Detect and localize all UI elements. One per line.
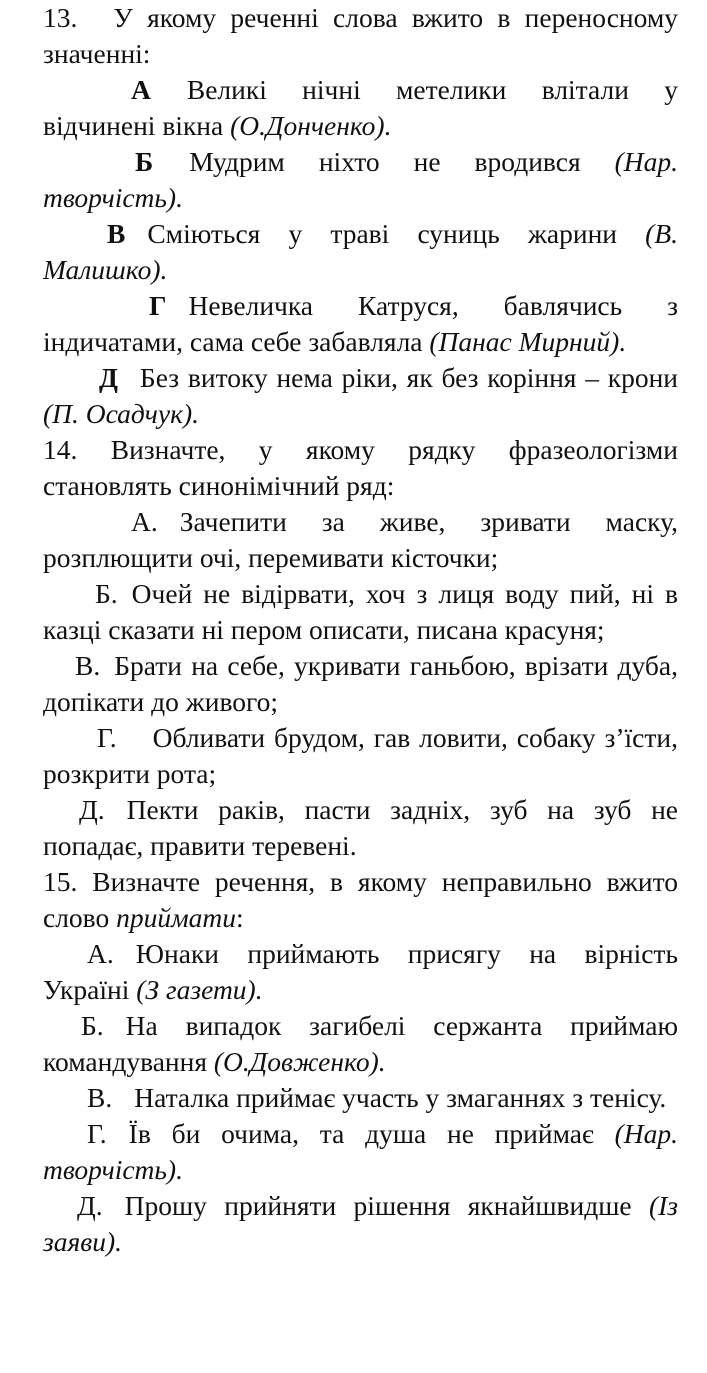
option-text: Великі нічні метелики влітали у відчинені вікна — [43, 74, 678, 141]
option-text: Прошу прийняти рішення якнайшвидше — [124, 1190, 632, 1221]
option-letter: Г. — [97, 722, 117, 753]
option-letter: Б. — [95, 578, 118, 609]
option-text: Обливати брудом, гав ловити, собаку з’їсти, розкрити рота; — [43, 722, 678, 789]
option-letter: В. — [75, 650, 101, 681]
option-14-e — [43, 792, 678, 864]
option-15-c — [43, 1080, 678, 1116]
option-letter: Б. — [81, 1010, 104, 1041]
option-text: Очей не відірвати, хоч з лиця воду пий, ні в казці сказати ні пером описати, писана красуня; — [43, 578, 678, 645]
option-letter: Д. — [77, 1190, 103, 1221]
question-number: 13. — [43, 2, 78, 33]
option-letter: В. — [87, 1082, 113, 1113]
question-14 — [43, 432, 678, 504]
question-text: Визначте речення, в якому неправильно вжито слово — [43, 866, 678, 933]
option-13-d — [43, 288, 678, 360]
question-15 — [43, 864, 678, 936]
option-source: (П. Осадчук). — [43, 398, 200, 429]
option-letter: А. — [87, 938, 114, 969]
option-text: Сміються у траві суниць жарини — [147, 218, 618, 249]
option-letter: А — [131, 74, 151, 105]
option-text: На випадок загибелі сержанта приймаю командування — [43, 1010, 678, 1077]
test-page — [43, 0, 678, 1260]
option-letter: Б — [135, 146, 154, 177]
option-source: (З газети). — [136, 974, 263, 1005]
option-14-c — [43, 648, 678, 720]
option-letter: А. — [131, 506, 158, 537]
option-source: (Панас Мирний). — [429, 326, 627, 357]
question-number: 15. — [43, 866, 78, 897]
option-13-b — [43, 144, 678, 216]
option-text: Пекти раків, пасти задніх, зуб на зуб не попадає, правити теревені. — [43, 794, 678, 861]
option-source: (О.Довженко). — [213, 1046, 386, 1077]
question-keyword: приймати — [116, 902, 237, 933]
option-13-c — [43, 216, 678, 288]
option-13-e — [43, 360, 678, 432]
option-15-a — [43, 936, 678, 1008]
option-source: (Нар. творчість). — [43, 1118, 678, 1185]
option-text: Невеличка Катруся, бавлячись з індичатами, сама себе забавляла — [43, 290, 678, 357]
option-14-d — [43, 720, 678, 792]
option-text: Їв би очима, та душа не приймає — [128, 1118, 594, 1149]
option-source: (Нар. творчість). — [43, 146, 678, 213]
option-15-d — [43, 1116, 678, 1188]
option-text: Зачепити за живе, зривати маску, розплющити очі, перемивати кісточки; — [43, 506, 678, 573]
option-15-e — [43, 1188, 678, 1260]
option-text: Мудрим ніхто не вродився — [189, 146, 581, 177]
option-text: Без витоку нема ріки, як без коріння – крони — [139, 362, 678, 393]
option-letter: Г. — [87, 1118, 107, 1149]
option-14-b — [43, 576, 678, 648]
option-text: Наталка приймає участь у змаганнях з тенісу. — [134, 1082, 667, 1113]
option-letter: В — [107, 218, 126, 249]
question-13 — [43, 0, 678, 72]
option-letter: Д. — [79, 794, 105, 825]
option-source: (Із заяви). — [43, 1190, 679, 1257]
option-source: (В. Малишко). — [43, 218, 679, 285]
option-letter: Г — [149, 290, 167, 321]
question-number: 14. — [43, 434, 78, 465]
option-letter: Д — [99, 362, 118, 393]
question-text: Визначте, у якому рядку фразеологізми становлять синонімічний ряд: — [43, 434, 678, 501]
question-text: У якому реченні слова вжито в переносному значенні: — [43, 2, 678, 69]
option-14-a — [43, 504, 678, 576]
option-15-b — [43, 1008, 678, 1080]
question-colon: : — [236, 902, 244, 933]
option-text: Юнаки приймають присягу на вірність Україні — [43, 938, 678, 1005]
option-source: (О.Донченко). — [230, 110, 392, 141]
option-text: Брати на себе, укривати ганьбою, врізати дуба, допікати до живого; — [43, 650, 678, 717]
option-13-a — [43, 72, 678, 144]
